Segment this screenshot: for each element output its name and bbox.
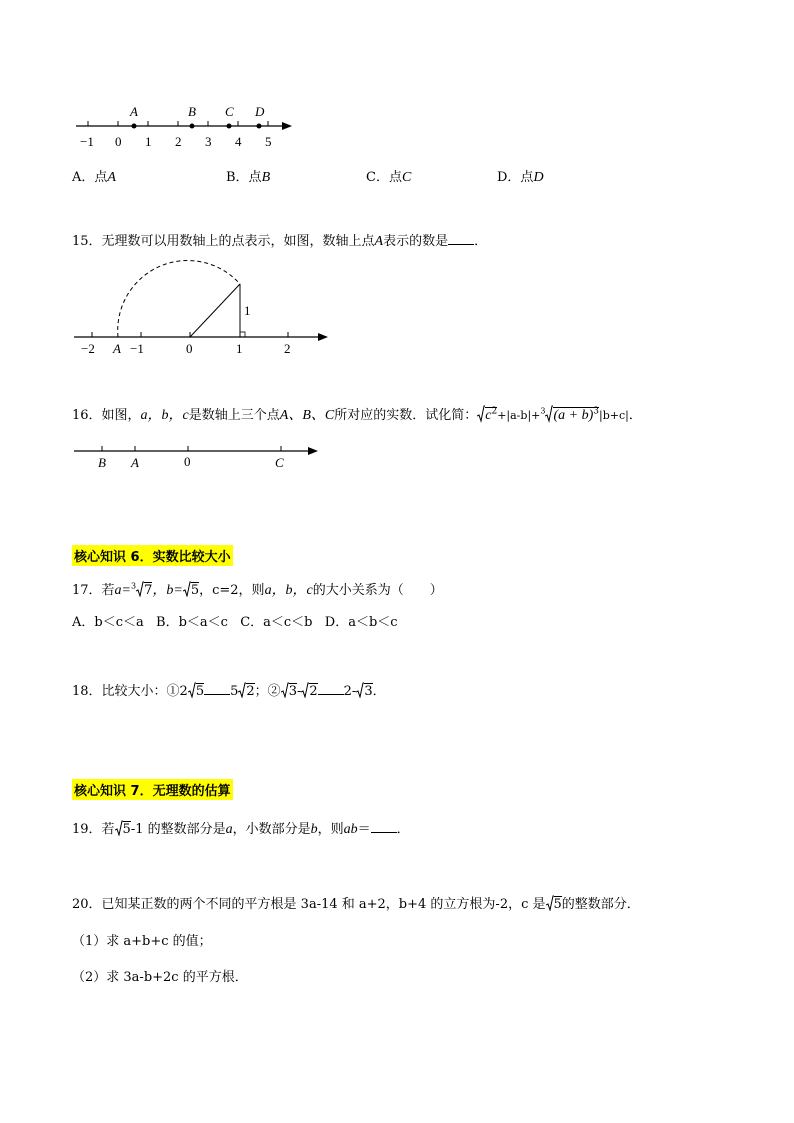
option-d-label: D．点 (497, 170, 534, 185)
q16-label-c: C (275, 455, 284, 470)
q14-tick-label: 5 (265, 134, 272, 149)
q16-number-line (72, 440, 324, 474)
question-16 (72, 404, 642, 427)
q15-tick-label: 1 (236, 341, 243, 356)
option-a[interactable] (72, 166, 116, 186)
q19-sqrt (115, 820, 123, 840)
option-d[interactable] (497, 166, 544, 186)
q15-point-label-a: A (113, 341, 121, 356)
q15-tick-label: 0 (186, 341, 193, 356)
q17-options (72, 611, 398, 630)
q19-text3: ，则 (317, 822, 344, 837)
q17-option-d[interactable]: D．a＜b＜c (324, 615, 398, 630)
q17-option-a[interactable]: A．b＜c＜a (72, 615, 144, 630)
q15-diagram (72, 250, 334, 360)
point-label-a: A (130, 104, 138, 119)
q18-end: ． (372, 684, 386, 699)
q18-sqrt-3 (281, 682, 289, 702)
q15-arc (118, 261, 240, 337)
point-label-b: B (188, 104, 196, 119)
option-a-var: A (107, 170, 116, 185)
q14-tick-label: 3 (205, 134, 212, 149)
q14-tick-label: 0 (115, 134, 122, 149)
q16-text-mid: 是数轴上三个点 (188, 408, 280, 423)
q18-r4: 2 (309, 684, 318, 699)
point-c (227, 124, 232, 129)
q17-b-eq: ，b= (152, 583, 183, 598)
q19-text4: ＝ (357, 822, 371, 837)
q16-mid1: +|a-b|+ (497, 409, 541, 422)
q16-cube-index: 3 (540, 406, 546, 416)
q17-prefix: 17．若 (72, 583, 115, 598)
heading-section-6: 核心知识 6．实数比较大小 (72, 545, 233, 566)
question-15 (72, 230, 487, 250)
q16-points: A、B、C (279, 408, 335, 423)
point-d (257, 124, 262, 129)
q16-vars: a，b，c (140, 408, 189, 423)
q17-cbrt-sign (136, 581, 144, 601)
q19-end: ． (396, 822, 410, 837)
q19-ab: ab (343, 822, 358, 837)
q17-radicand-b: 5 (190, 583, 200, 598)
q16-label-b: B (98, 455, 106, 470)
q18-r2: 2 (246, 684, 255, 699)
q14-tick-label: 4 (235, 134, 242, 149)
q20-line1-b: 的整数部分． (561, 897, 640, 912)
q16-ab-cubed: $(a + b)^3$ (553, 406, 599, 423)
q16-label-0: 0 (184, 454, 191, 469)
q15-text-after: 表示的数是 (383, 234, 449, 249)
q15-tick-label: 2 (284, 341, 291, 356)
q18-r3: 3 (288, 684, 297, 699)
q15-right-angle-mark (240, 332, 245, 337)
q16-text-after: 所对应的实数．试化简： (334, 408, 478, 423)
q20-sub1: （1）求 a+b+c 的值； (72, 934, 212, 949)
q19-r1: 5 (122, 822, 131, 837)
q17-radicand-a: 7 (144, 583, 153, 598)
q15-end: ． (474, 234, 488, 249)
q18-sqrt-1 (188, 682, 196, 702)
q18-blank-1[interactable] (204, 682, 230, 695)
q19-text2: ，小数部分是 (232, 822, 311, 837)
q16-ab: (a + b) (553, 408, 594, 423)
q18-prefix: 18．比较大小：①2 (72, 684, 188, 699)
q15-text-before: 15．无理数可以用数轴上的点表示，如图，数轴上点 (72, 234, 375, 249)
q20-sqrt (546, 895, 554, 915)
q17-a-eq: a= (114, 583, 131, 598)
q15-hypotenuse (190, 284, 240, 337)
q16-label-a: A (131, 455, 139, 470)
question-17 (72, 579, 443, 601)
option-c-var: C (401, 170, 412, 185)
q14-tick-label: 1 (145, 134, 152, 149)
option-a-label: A．点 (72, 170, 108, 185)
option-b[interactable] (226, 166, 270, 186)
question-18 (72, 680, 386, 702)
q14-number-line (72, 100, 302, 152)
question-20 (72, 893, 640, 915)
q17-cube-index: 3 (131, 581, 137, 591)
option-b-var: B (261, 170, 271, 185)
q19-answer-blank[interactable] (371, 820, 397, 833)
point-label-c: C (225, 104, 234, 119)
q17-vars: a，b，c (264, 583, 313, 598)
q16-end: ． (628, 408, 642, 423)
option-c-label: C．点 (366, 170, 402, 185)
q18-dash: - (296, 684, 302, 699)
q18-blank-2[interactable] (318, 682, 344, 695)
q14-tick-label: −1 (80, 134, 94, 149)
point-b (190, 124, 195, 129)
question-19 (72, 818, 410, 840)
q15-side-label: 1 (244, 303, 251, 318)
q15-tick-label: −2 (81, 341, 95, 356)
q14-tick-label: 2 (175, 134, 182, 149)
q16-exp: 2 (491, 406, 498, 417)
q17-option-c[interactable]: C．a＜c＜b (240, 615, 313, 630)
q18-mid2: ；② (254, 684, 281, 699)
q17-c-eq: ，c=2，则 (199, 583, 265, 598)
heading-section-7: 核心知识 7．无理数的估算 (72, 779, 233, 800)
q16-text-before: 16．如图， (72, 408, 141, 423)
option-c[interactable] (366, 166, 411, 186)
q18-mid3: 2- (343, 684, 357, 699)
q16-mid2: |b+c| (598, 409, 629, 422)
q19-prefix: 19．若 (72, 822, 115, 837)
q18-r5: 3 (364, 684, 373, 699)
q16-c: c (485, 408, 492, 423)
q20-radicand: 5 (553, 897, 562, 912)
q15-tick-label: −1 (130, 341, 144, 356)
point-a (132, 124, 137, 129)
point-label-d: D (255, 104, 265, 119)
q20-sub2: （2）求 3a-b+2c 的平方根． (72, 970, 248, 985)
q19-a: a (225, 822, 233, 837)
q19-text1: -1 的整数部分是 (130, 822, 226, 837)
option-d-var: D (533, 170, 544, 185)
q18-mid1: 5 (230, 684, 239, 699)
q20-line1-a: 20．已知某正数的两个不同的平方根是 3a-14 和 a+2，b+4 的立方根为-2，c 是 (72, 897, 546, 912)
option-b-label: B．点 (226, 170, 262, 185)
q17-option-b[interactable]: B．b＜a＜c (156, 615, 228, 630)
q18-r1: 5 (195, 684, 205, 699)
q17-suffix: 的大小关系为（ ） (312, 583, 443, 598)
q17-sqrt-sign (183, 581, 191, 601)
q15-answer-blank[interactable] (448, 232, 474, 245)
q15-var: A (374, 234, 384, 249)
q16-c2 (485, 407, 497, 423)
q19-b: b (310, 822, 318, 837)
